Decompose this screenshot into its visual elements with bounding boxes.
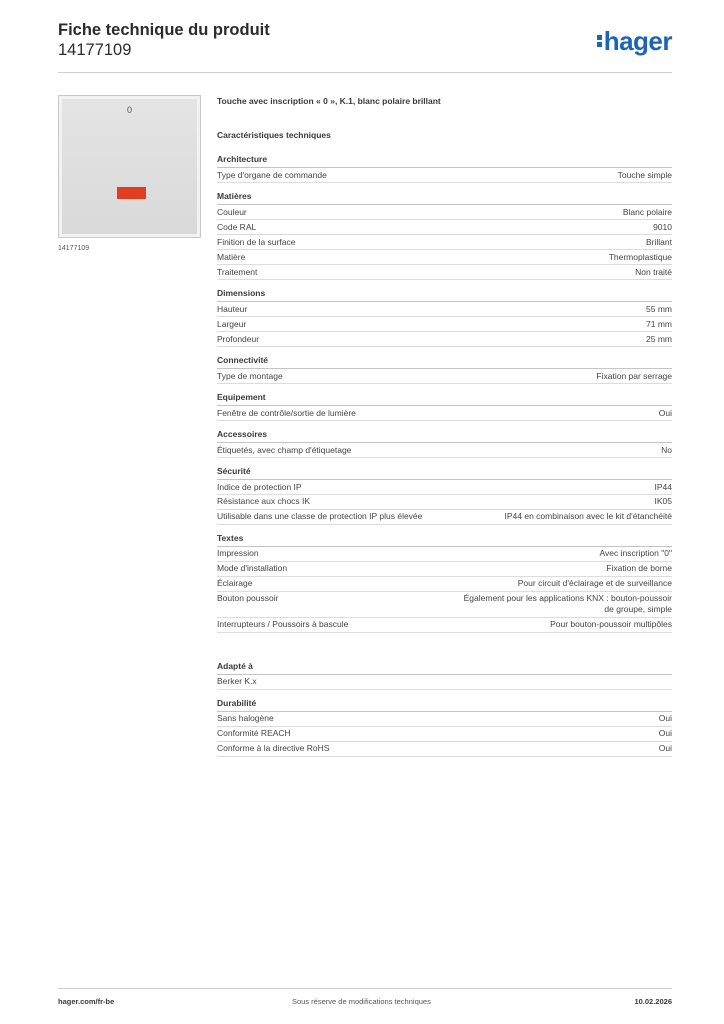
hager-logo [597, 26, 672, 57]
spec-value: IK05 [654, 496, 672, 507]
spec-row [217, 742, 672, 757]
spec-label: Conformité REACH [217, 728, 291, 739]
spec-label: Largeur [217, 318, 247, 329]
spec-label: Sans halogène [217, 713, 274, 724]
spec-label: Fenêtre de contrôle/sortie de lumière [217, 407, 356, 418]
spec-value: Brillant [646, 236, 672, 247]
spec-section [217, 392, 672, 421]
spec-value: Pour circuit d'éclairage et de surveillance [517, 578, 672, 589]
product-description: Touche avec inscription « 0 », K.1, blanc polaire brillant [217, 96, 441, 106]
spec-label: Code RAL [217, 221, 257, 232]
spec-value: 55 mm [646, 303, 672, 314]
spec-label: Profondeur [217, 333, 260, 344]
spec-label: Traitement [217, 266, 258, 277]
spec-row [217, 265, 672, 280]
spec-value: No [661, 444, 672, 455]
spec-label: Couleur [217, 206, 247, 217]
spec-row [217, 220, 672, 235]
spec-label: Type de montage [217, 370, 283, 381]
spec-row [217, 510, 672, 525]
spec-value: Fixation par serrage [596, 370, 672, 381]
product-image [58, 95, 201, 238]
spec-value: 71 mm [646, 318, 672, 329]
spec-section [217, 154, 672, 183]
section-title: Sécurité [217, 466, 672, 480]
spec-value: 25 mm [646, 333, 672, 344]
spec-section [217, 698, 672, 757]
spec-value: Oui [658, 407, 672, 418]
spec-label: Résistance aux chocs IK [217, 496, 311, 507]
spec-label: Hauteur [217, 303, 248, 314]
spec-label: Finition de la surface [217, 236, 296, 247]
section-spacer [217, 633, 672, 653]
spec-row [217, 577, 672, 592]
spec-value: Blanc polaire [622, 206, 672, 217]
spec-row [217, 406, 672, 421]
spec-label: Étiquetés, avec champ d'étiquetage [217, 444, 352, 455]
section-title: Adapté à [217, 661, 672, 675]
spec-label: Matière [217, 251, 246, 262]
spec-section [217, 429, 672, 458]
spec-row [217, 592, 672, 618]
spec-value: Oui [658, 743, 672, 754]
spec-value: IP44 en combinaison avec le kit d'étanchéité [504, 511, 672, 522]
spec-value: Avec inscription "0" [599, 548, 672, 559]
spec-row [217, 205, 672, 220]
spec-label: Utilisable dans une classe de protection IP plus élevée [217, 511, 423, 522]
spec-section [217, 288, 672, 347]
section-title: Matières [217, 191, 672, 205]
spec-value: Pour bouton-poussoir multipôles [550, 619, 672, 630]
spec-row [217, 235, 672, 250]
section-title: Dimensions [217, 288, 672, 302]
spec-row [217, 369, 672, 384]
footer-date: 10.02.2026 [634, 997, 672, 1006]
spec-value: Thermoplastique [608, 251, 672, 262]
section-title: Accessoires [217, 429, 672, 443]
spec-row [217, 675, 672, 690]
spec-row [217, 250, 672, 265]
spec-label: Impression [217, 548, 259, 559]
tech-heading: Caractéristiques techniques [217, 130, 331, 140]
section-title: Connectivité [217, 355, 672, 369]
footer-website-link[interactable]: hager.com/fr-be [58, 997, 115, 1006]
spec-value: IP44 [654, 481, 672, 492]
spec-section [217, 191, 672, 280]
spec-section [217, 355, 672, 384]
spec-row [217, 495, 672, 510]
spec-row [217, 562, 672, 577]
product-reference: 14177109 [58, 41, 132, 59]
spec-label: Indice de protection IP [217, 481, 302, 492]
logo-colon-icon [597, 33, 603, 49]
led-window [117, 187, 146, 199]
page-header [58, 20, 270, 60]
header-divider [58, 72, 672, 73]
spec-label: Interrupteurs / Poussoirs à bascule [217, 619, 349, 630]
spec-row [217, 443, 672, 458]
spec-value: Non traité [635, 266, 672, 277]
spec-row [217, 302, 672, 317]
spec-value: Touche simple [617, 169, 672, 180]
spec-row [217, 618, 672, 633]
spec-section [217, 661, 672, 690]
spec-value: 9010 [653, 221, 672, 232]
section-title: Architecture [217, 154, 672, 168]
spec-content [217, 96, 672, 757]
spec-row [217, 712, 672, 727]
spec-value: Oui [658, 728, 672, 739]
spec-label: Berker K.x [217, 676, 257, 687]
switch-plate [62, 99, 197, 234]
spec-value: Fixation de borne [606, 563, 672, 574]
spec-row [217, 727, 672, 742]
spec-row [217, 317, 672, 332]
section-title: Equipement [217, 392, 672, 406]
image-caption: 14177109 [58, 245, 90, 252]
spec-section [217, 466, 672, 525]
spec-row [217, 480, 672, 495]
footer-notice: Sous réserve de modifications techniques [292, 997, 431, 1006]
page-title: Fiche technique du produit [58, 21, 270, 39]
spec-row [217, 547, 672, 562]
spec-row [217, 168, 672, 183]
spec-label: Bouton poussoir [217, 593, 279, 604]
spec-value: Également pour les applications KNX : bouton-poussoir de groupe, simple [463, 593, 672, 615]
section-title: Durabilité [217, 698, 672, 712]
spec-label: Type d'organe de commande [217, 169, 327, 180]
section-title: Textes [217, 533, 672, 547]
spec-label: Mode d'installation [217, 563, 288, 574]
plate-inscription: 0 [127, 105, 133, 115]
footer-divider [58, 988, 672, 989]
logo-text: hager [603, 26, 672, 56]
spec-sections [217, 154, 672, 757]
spec-label: Conforme à la directive RoHS [217, 743, 330, 754]
spec-label: Éclairage [217, 578, 253, 589]
spec-row [217, 332, 672, 347]
spec-value: Oui [658, 713, 672, 724]
spec-section [217, 533, 672, 633]
